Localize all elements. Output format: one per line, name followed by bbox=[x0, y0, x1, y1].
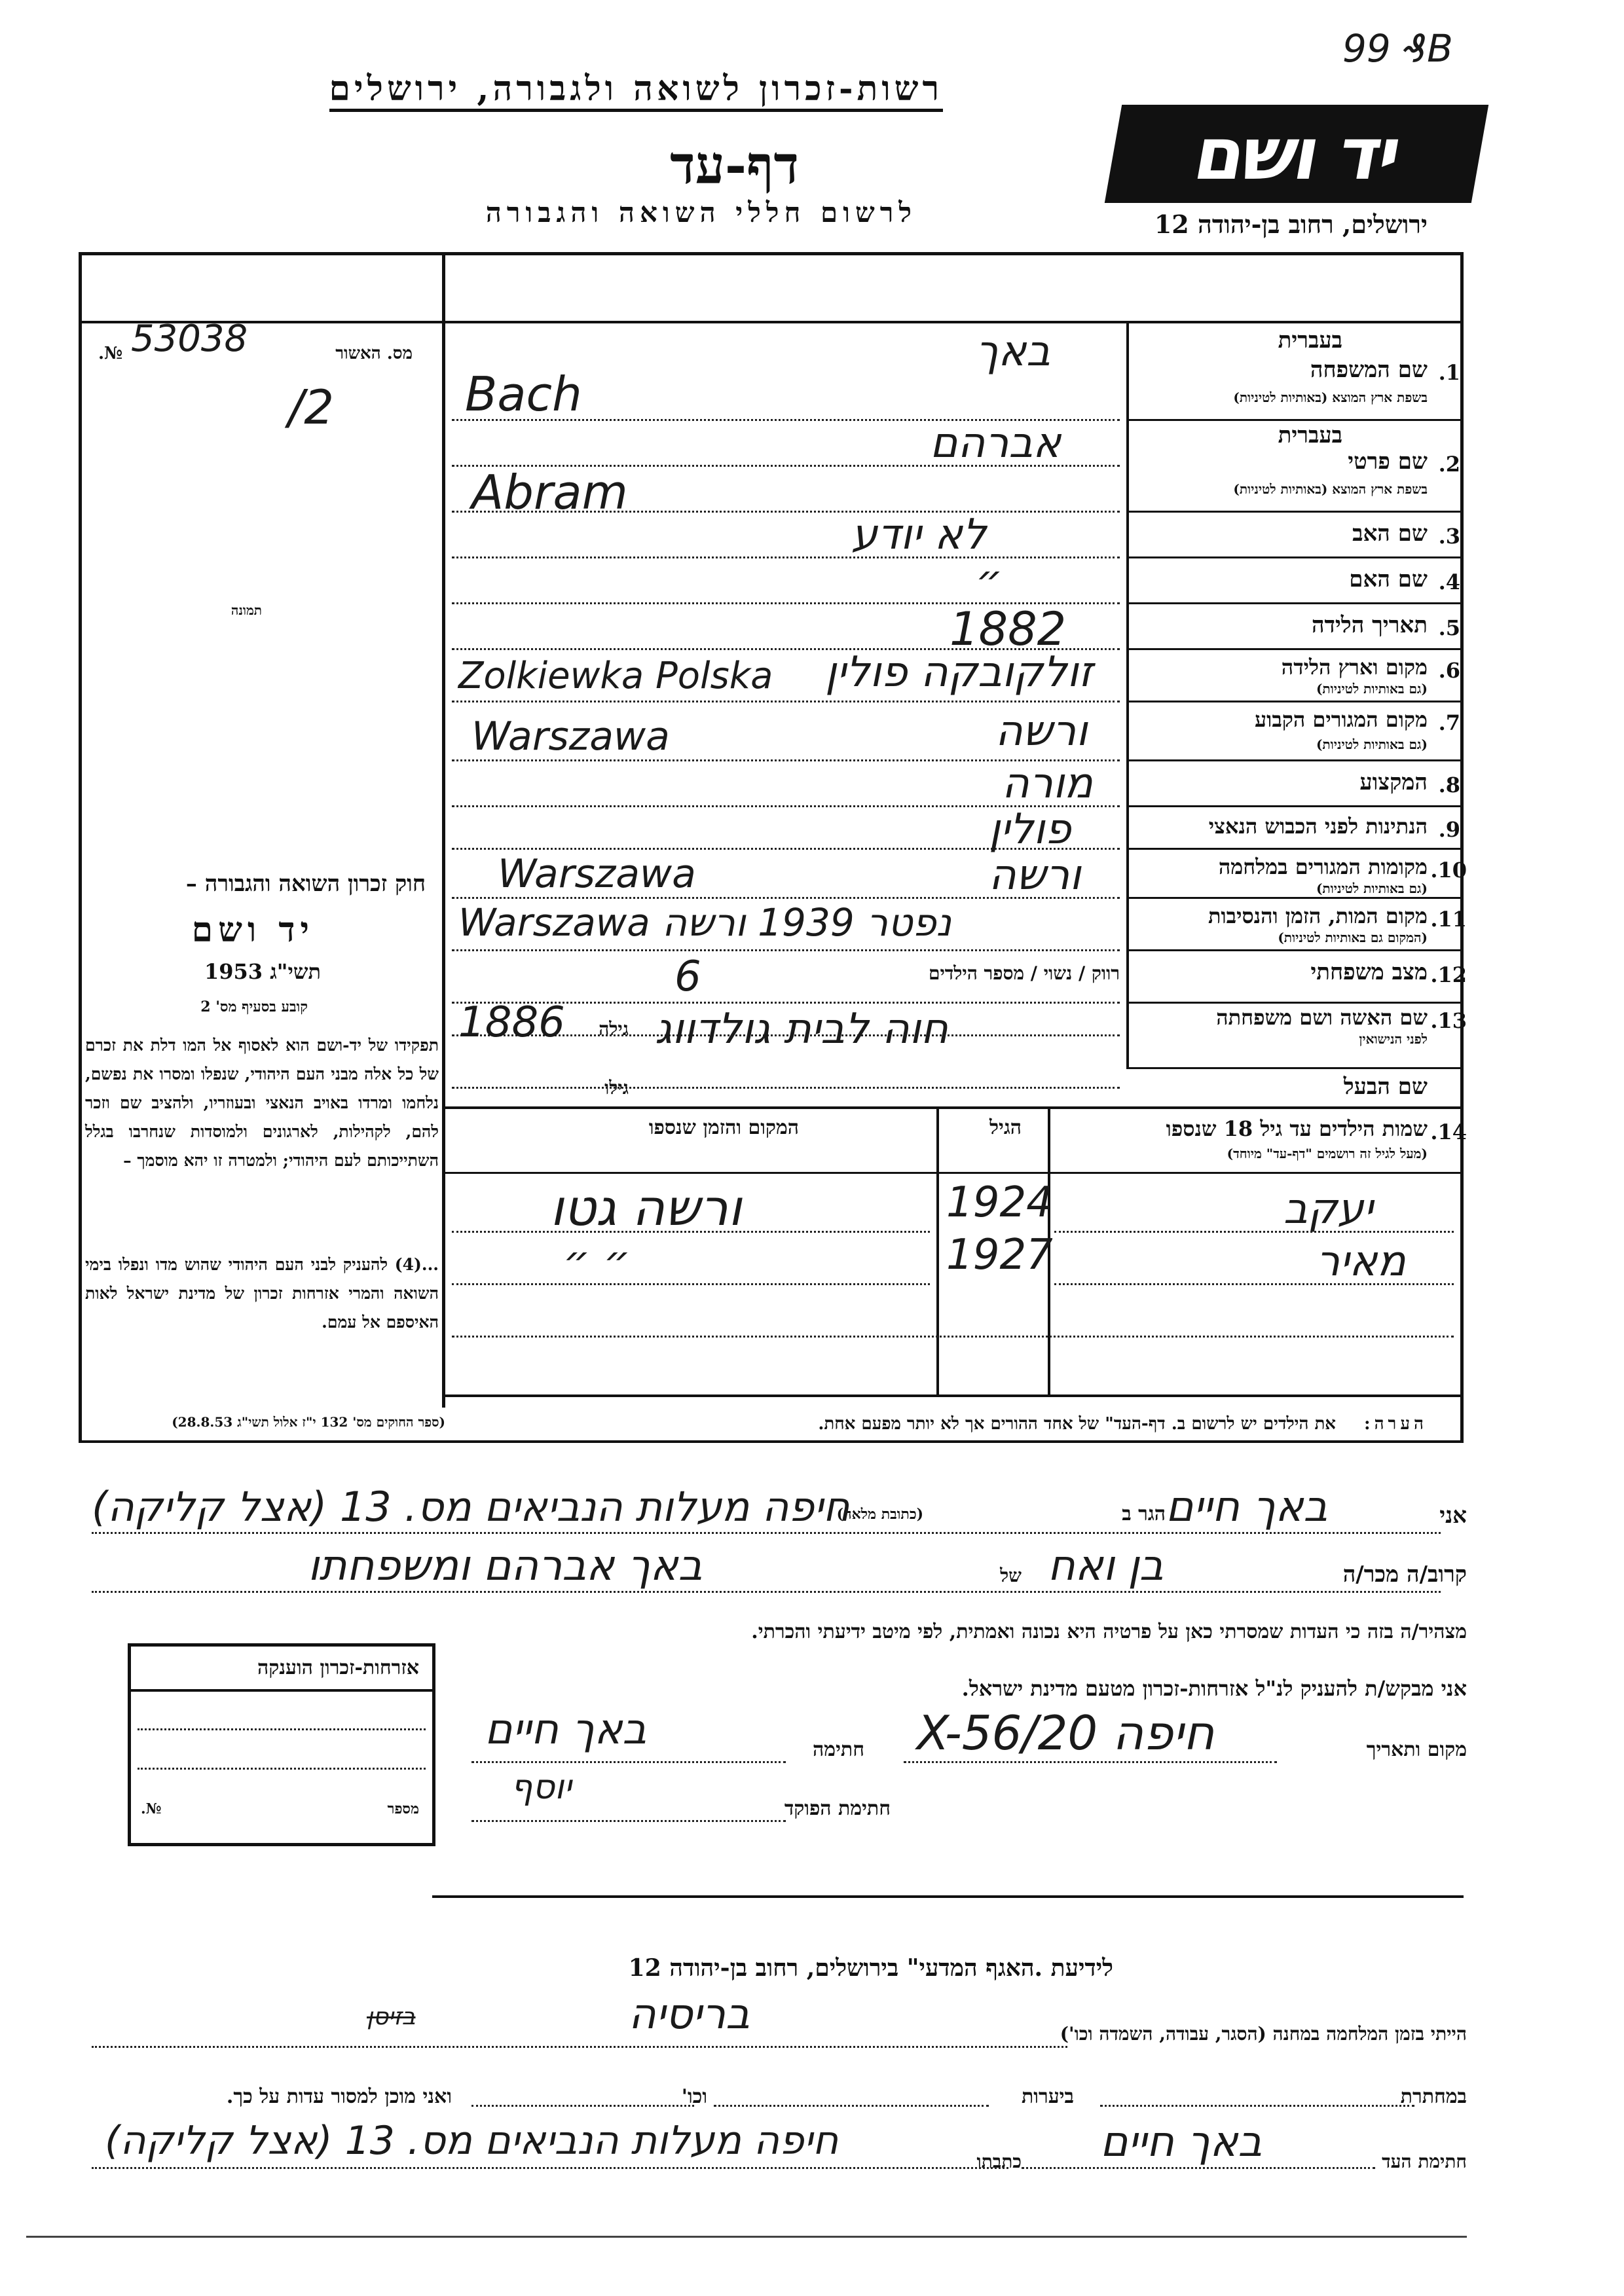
citizenship-no-symbol: №. bbox=[141, 1800, 162, 1817]
field-1-sub: בשפת ארץ המוצא (באותיות לטיניות) bbox=[1233, 390, 1428, 405]
field-3-label: שם האב bbox=[1352, 520, 1428, 547]
children-sub: (מעל לגיל זה רושמים "דף-עד" מיוחד) bbox=[1227, 1146, 1428, 1161]
field-4-label: שם האם bbox=[1349, 566, 1428, 592]
birth-date: 1882 bbox=[950, 602, 1067, 656]
witness-address: חיפה מעלות הנביאים מס. 13 (אצל קליקה) bbox=[105, 2118, 839, 2164]
decl-address-label: הגר ב bbox=[1122, 1503, 1166, 1525]
field-1-num: 1. bbox=[1438, 360, 1460, 385]
dept-witness-addr-label: כתבתו bbox=[976, 2151, 1022, 2172]
field-7-label: מקום המגורים הקבוע bbox=[1255, 707, 1428, 732]
nationality: פולין bbox=[989, 805, 1071, 854]
wife-name: חוה לבית גולדווג bbox=[655, 1005, 948, 1053]
firstname-hebrew: אברהם bbox=[930, 419, 1061, 467]
children-col-place: המקום והזמן שנספו bbox=[648, 1116, 799, 1139]
child-year: 1924 bbox=[946, 1178, 1053, 1227]
citizenship-title: אזרחות-זכרון הוענקה bbox=[257, 1656, 419, 1679]
children-num: 14. bbox=[1430, 1120, 1467, 1144]
field-1-heb-label: בעברית bbox=[1278, 327, 1342, 354]
profession: מורה bbox=[1002, 759, 1093, 808]
field-2-heb-label: בעברית bbox=[1278, 422, 1342, 448]
field-8-label: המקצוע bbox=[1359, 769, 1428, 795]
field-11-label: מקום המות, הזמן והנסיבות bbox=[1208, 903, 1428, 928]
field-2-num: 2. bbox=[1438, 452, 1460, 477]
dept-etc: וכו' bbox=[681, 2085, 707, 2108]
law-clause: קובע בסעיף מס' 2 bbox=[200, 998, 308, 1015]
residence-latin: Warszawa bbox=[471, 714, 670, 759]
dept-forests: ביערות bbox=[1021, 2085, 1074, 2108]
field-12-sub: רווק / נשוי / מספר הילדים bbox=[928, 962, 1120, 984]
dept-testimony: ואני מוכן למסור עדות על כך. bbox=[226, 2085, 452, 2108]
law-text: תפקידו של יד-ושם הוא לאסוף אל המו דלת את זכרם של כל אלה מבני העם היהודי, שנפלו ומסרו את נפשם, נלחמו ומרדו באויב הנאצי ובעוזריו, ולהציב שם וזכר להם, לקהילות, לארגונים ולמוסדות שנחרבו בגלל השתייכותם לעם היהודי; ולמטרה זו יהא מוסמך – bbox=[85, 1036, 439, 1170]
children-label: שמות הילדים עד גיל 18 שנספו bbox=[1166, 1116, 1428, 1141]
field-10-num: 10. bbox=[1430, 858, 1467, 883]
surname-hebrew: באך bbox=[976, 327, 1051, 376]
field-10-sub: (גם באותיות לטיניות) bbox=[1316, 881, 1428, 896]
officer-signature: יוסף bbox=[511, 1768, 572, 1807]
decl-statement: מצהיר/ה בזה כי העדות שמסרתי כאן על פרטיה היא נכונה ואמתית, לפי מיטב ידיעתי והכרתי. bbox=[751, 1620, 1467, 1643]
field-12-label: מצב משפחתי bbox=[1310, 959, 1428, 985]
residence-hebrew: ורשה bbox=[995, 707, 1088, 756]
field-13-age-label: גילה bbox=[599, 1018, 629, 1040]
field-5-label: תאריך הלידה bbox=[1311, 612, 1428, 638]
field-8-num: 8. bbox=[1438, 773, 1460, 797]
field-2-sub: בשפת ארץ המוצא (באותיות לטיניות) bbox=[1233, 481, 1428, 497]
wartime-residence-latin: Warszawa bbox=[498, 851, 696, 897]
camp-name-struck: בזיסן bbox=[367, 2003, 416, 2030]
field-11-num: 11. bbox=[1430, 907, 1467, 932]
field-5-num: 5. bbox=[1438, 615, 1460, 640]
father-name: לא יודע bbox=[851, 511, 987, 559]
children-count: 6 bbox=[674, 953, 701, 1001]
child-place: ורשה גטו bbox=[550, 1178, 742, 1237]
field-11-sub: (המקום גם באותיות לטיניות) bbox=[1278, 930, 1428, 945]
field-13-label: שם האשה ושם משפחתה bbox=[1216, 1005, 1428, 1030]
decl-request: אני מבקש/ת להעניק לנ"ל אזרחות-זכרון מטעם מדינת ישראל. bbox=[961, 1676, 1467, 1701]
decl-place-date-label: מקום ותאריך bbox=[1366, 1738, 1467, 1761]
wife-birth-year: 1886 bbox=[458, 998, 565, 1047]
yad-vashem-logo bbox=[1105, 105, 1488, 203]
dept-underground: במחתרת bbox=[1400, 2085, 1467, 2108]
field-9-label: הנתינות לפני הכבוש הנאצי bbox=[1208, 814, 1428, 839]
field-4-num: 4. bbox=[1438, 570, 1460, 594]
decl-ani-label: אני bbox=[1439, 1503, 1467, 1529]
photo-label: תמונה bbox=[231, 602, 262, 618]
birthplace-hebrew: זולקובקה פולין bbox=[825, 648, 1093, 697]
mother-name: ״ bbox=[976, 556, 1003, 605]
dept-witness-label: חתימת העד bbox=[1382, 2151, 1467, 2172]
field-1-label: שם המשפחה bbox=[1310, 357, 1428, 383]
decl-address-sub: (כתובת מלאה) bbox=[836, 1506, 923, 1523]
children-col-age: הגיל bbox=[989, 1116, 1022, 1139]
relation-value: בן ואח bbox=[1048, 1542, 1164, 1590]
child-name: יעקב bbox=[1283, 1185, 1373, 1233]
logo-text: יד ושם bbox=[1188, 112, 1405, 196]
field-13-num: 13. bbox=[1430, 1008, 1467, 1033]
field-10-label: מקומות המגורים במלחמה bbox=[1218, 854, 1428, 879]
field-3-num: 3. bbox=[1438, 524, 1460, 549]
field-2-label: שם פרטי bbox=[1348, 448, 1428, 475]
decl-relation-label: קרוב/ה מכר/ה bbox=[1342, 1561, 1467, 1588]
declarant-name: באך חיים bbox=[1166, 1483, 1328, 1531]
relation-of: באך אברהם ומשפחתו bbox=[308, 1542, 703, 1590]
note-label: הערה: bbox=[1364, 1414, 1428, 1434]
field-7-num: 7. bbox=[1438, 710, 1460, 735]
law-source: (ספר החוקים מס' 132 י"ז אלול תשי"ג 28.8.53) bbox=[172, 1414, 445, 1430]
citizenship-number-label: מספר bbox=[387, 1800, 419, 1817]
law-name: יד ושם bbox=[191, 910, 314, 950]
firstname-latin: Abram bbox=[471, 465, 628, 520]
husband-label: שם הבעל bbox=[1343, 1074, 1428, 1100]
death-details: נפטר 1939 ורשה Warszawa bbox=[458, 900, 951, 945]
decl-officer-label: חתימת הפוקד bbox=[784, 1797, 891, 1820]
surname-latin: Bach bbox=[465, 367, 582, 422]
child-place: ״ ״ bbox=[563, 1237, 631, 1286]
law-year: תשי"ג 1953 bbox=[204, 959, 321, 984]
dept-title: לידיעת .האגף המדעי" בירושלים, רחוב בן-יהודה 12 bbox=[628, 1954, 1113, 1982]
field-12-num: 12. bbox=[1430, 962, 1467, 987]
archive-number: 99 ₰B bbox=[1342, 26, 1453, 71]
decl-signature-label: חתימה bbox=[813, 1738, 864, 1761]
declarant-address: חיפה מעלות הנביאים מס. 13 (אצל קליקה) bbox=[92, 1483, 850, 1531]
citizenship-box bbox=[128, 1643, 435, 1846]
form-title: דף-עד bbox=[670, 134, 799, 196]
form-subtitle: לרשום חללי השואה והגבורה bbox=[485, 196, 917, 228]
field-9-num: 9. bbox=[1438, 817, 1460, 842]
child-name: מאיר bbox=[1316, 1237, 1406, 1286]
camp-name: בריסיה bbox=[629, 1990, 750, 2039]
field-6-label: מקום וארץ הלידה bbox=[1281, 655, 1428, 680]
authority-title: רשות-זכרון לשואה ולגבורה, ירושלים bbox=[329, 69, 943, 112]
witness-signature: באך חיים bbox=[1100, 2118, 1263, 2166]
field-6-num: 6. bbox=[1438, 658, 1460, 683]
decl-shel-label: של bbox=[1000, 1565, 1022, 1586]
field-6-sub: (גם באותיות לטיניות) bbox=[1316, 681, 1428, 697]
child-year: 1927 bbox=[946, 1231, 1053, 1279]
wartime-residence-hebrew: ורשה bbox=[989, 851, 1081, 900]
birthplace-latin: Zolkiewka Polska bbox=[458, 655, 773, 697]
approval-fraction: /2 bbox=[288, 380, 335, 435]
no-symbol: №. bbox=[98, 344, 123, 363]
field-13-sub: לפני הנישואין bbox=[1359, 1031, 1428, 1047]
husband-age-label: גילו bbox=[604, 1077, 629, 1099]
declarant-signature: באך חיים bbox=[485, 1705, 647, 1754]
dept-line1-label: הייתי בזמן המלחמה במחנה (הסגר, עבודה, השמדה וכו') bbox=[1060, 2023, 1467, 2045]
law-text-2: ...(4) להעניק לבני העם היהודי שהוש מדו ונפלו בימי השואה והמרי אזרחות זכרון של מדינת ישראל לאות האיספם אל עמם. bbox=[85, 1255, 439, 1332]
place-date-value: חיפה 20/X-56 bbox=[917, 1705, 1215, 1760]
header-address: ירושלים, רחוב בן-יהודה 12 bbox=[1154, 210, 1428, 239]
field-7-sub: (גם באותיות לטיניות) bbox=[1316, 737, 1428, 752]
law-title: חוק זכרון השואה והגבורה – bbox=[185, 871, 426, 897]
approval-number: 53038 bbox=[131, 318, 248, 360]
note-text: את הילדים יש לרשום ב. דף-העד" של אחד ההורים אך לא יותר מפעם אחת. bbox=[818, 1414, 1336, 1434]
approval-label: מס. האשור bbox=[335, 344, 413, 363]
